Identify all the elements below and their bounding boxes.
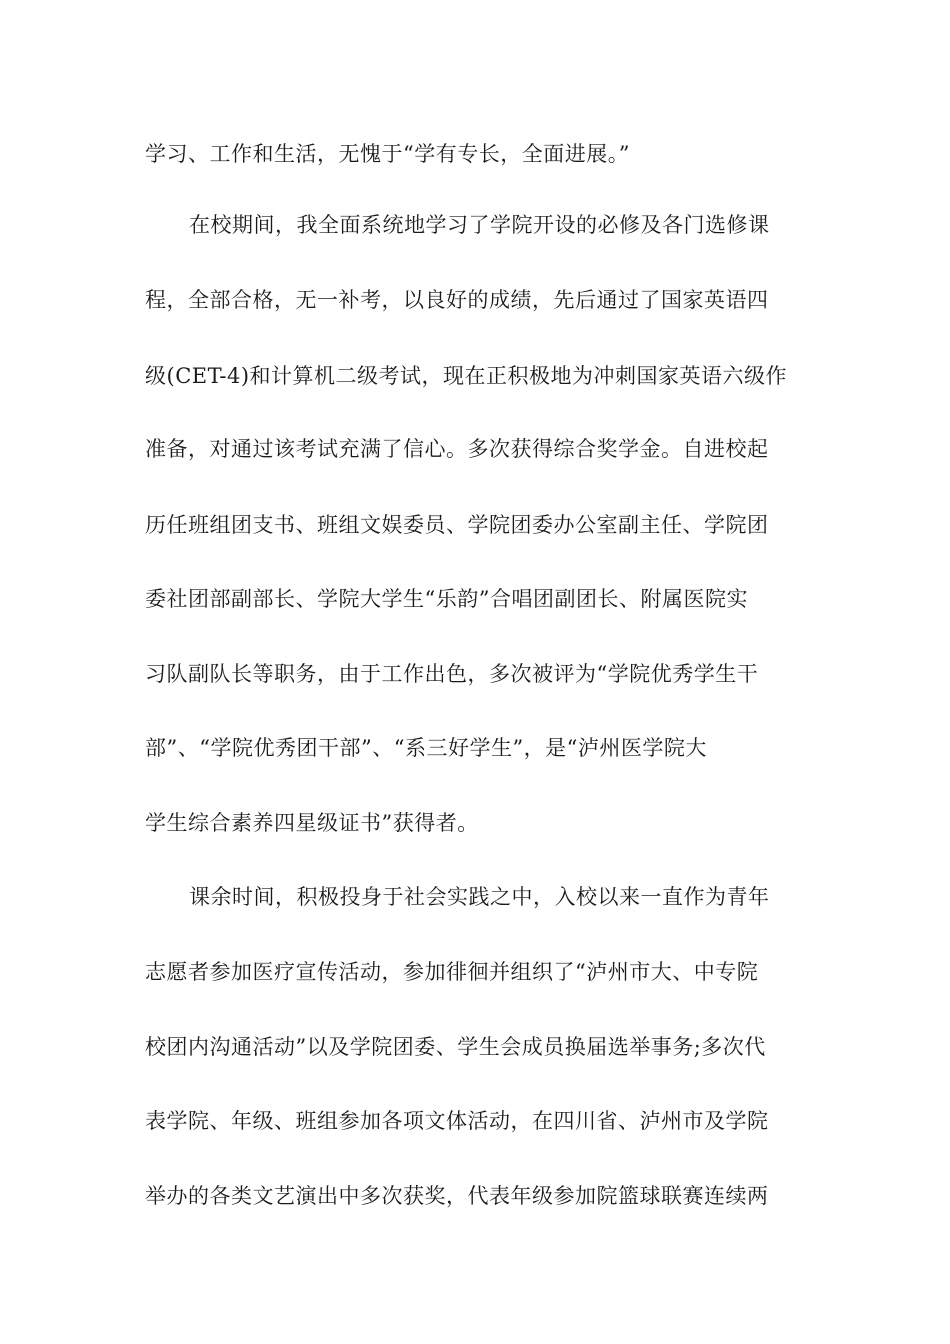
paragraph-line: 历任班组团支书、班组文娱委员、学院团委办公室副主任、学院团 (145, 513, 769, 537)
paragraph-line: 部”、“学院优秀团干部”、“系三好学生”，是“泸州医学院大 (145, 736, 707, 760)
paragraph-line: 委社团部副部长、学院大学生“乐韵”合唱团副团长、附属医院实 (145, 587, 748, 611)
paragraph-line: 级(CET-4)和计算机二级考试，现在正积极地为冲刺国家英语六级作 (145, 364, 788, 388)
paragraph-line: 校团内沟通活动”以及学院团委、学生会成员换届选举事务;多次代 (145, 1035, 766, 1059)
paragraph-line: 表学院、年级、班组参加各项文体活动，在四川省、泸州市及学院 (145, 1109, 769, 1133)
paragraph-line: 在校期间，我全面系统地学习了学院开设的必修及各门选修课 (189, 213, 770, 237)
paragraph-line: 习队副队长等职务，由于工作出色，多次被评为“学院优秀学生干 (145, 662, 759, 686)
paragraph-line: 准备，对通过该考试充满了信心。多次获得综合奖学金。自进校起 (145, 437, 769, 461)
paragraph-line: 程，全部合格，无一补考，以良好的成绩，先后通过了国家英语四 (145, 288, 769, 312)
paragraph-line: 志愿者参加医疗宣传活动，参加徘徊并组织了“泸州市大、中专院 (145, 960, 759, 984)
paragraph-line: 学习、工作和生活，无愧于“学有专长，全面进展。” (145, 142, 630, 166)
paragraph-line: 学生综合素养四星级证书”获得者。 (145, 811, 479, 835)
paragraph-line: 举办的各类文艺演出中多次获奖，代表年级参加院篮球联赛连续两 (145, 1184, 769, 1208)
paragraph-line: 课余时间，积极投身于社会实践之中，入校以来一直作为青年 (189, 885, 770, 909)
